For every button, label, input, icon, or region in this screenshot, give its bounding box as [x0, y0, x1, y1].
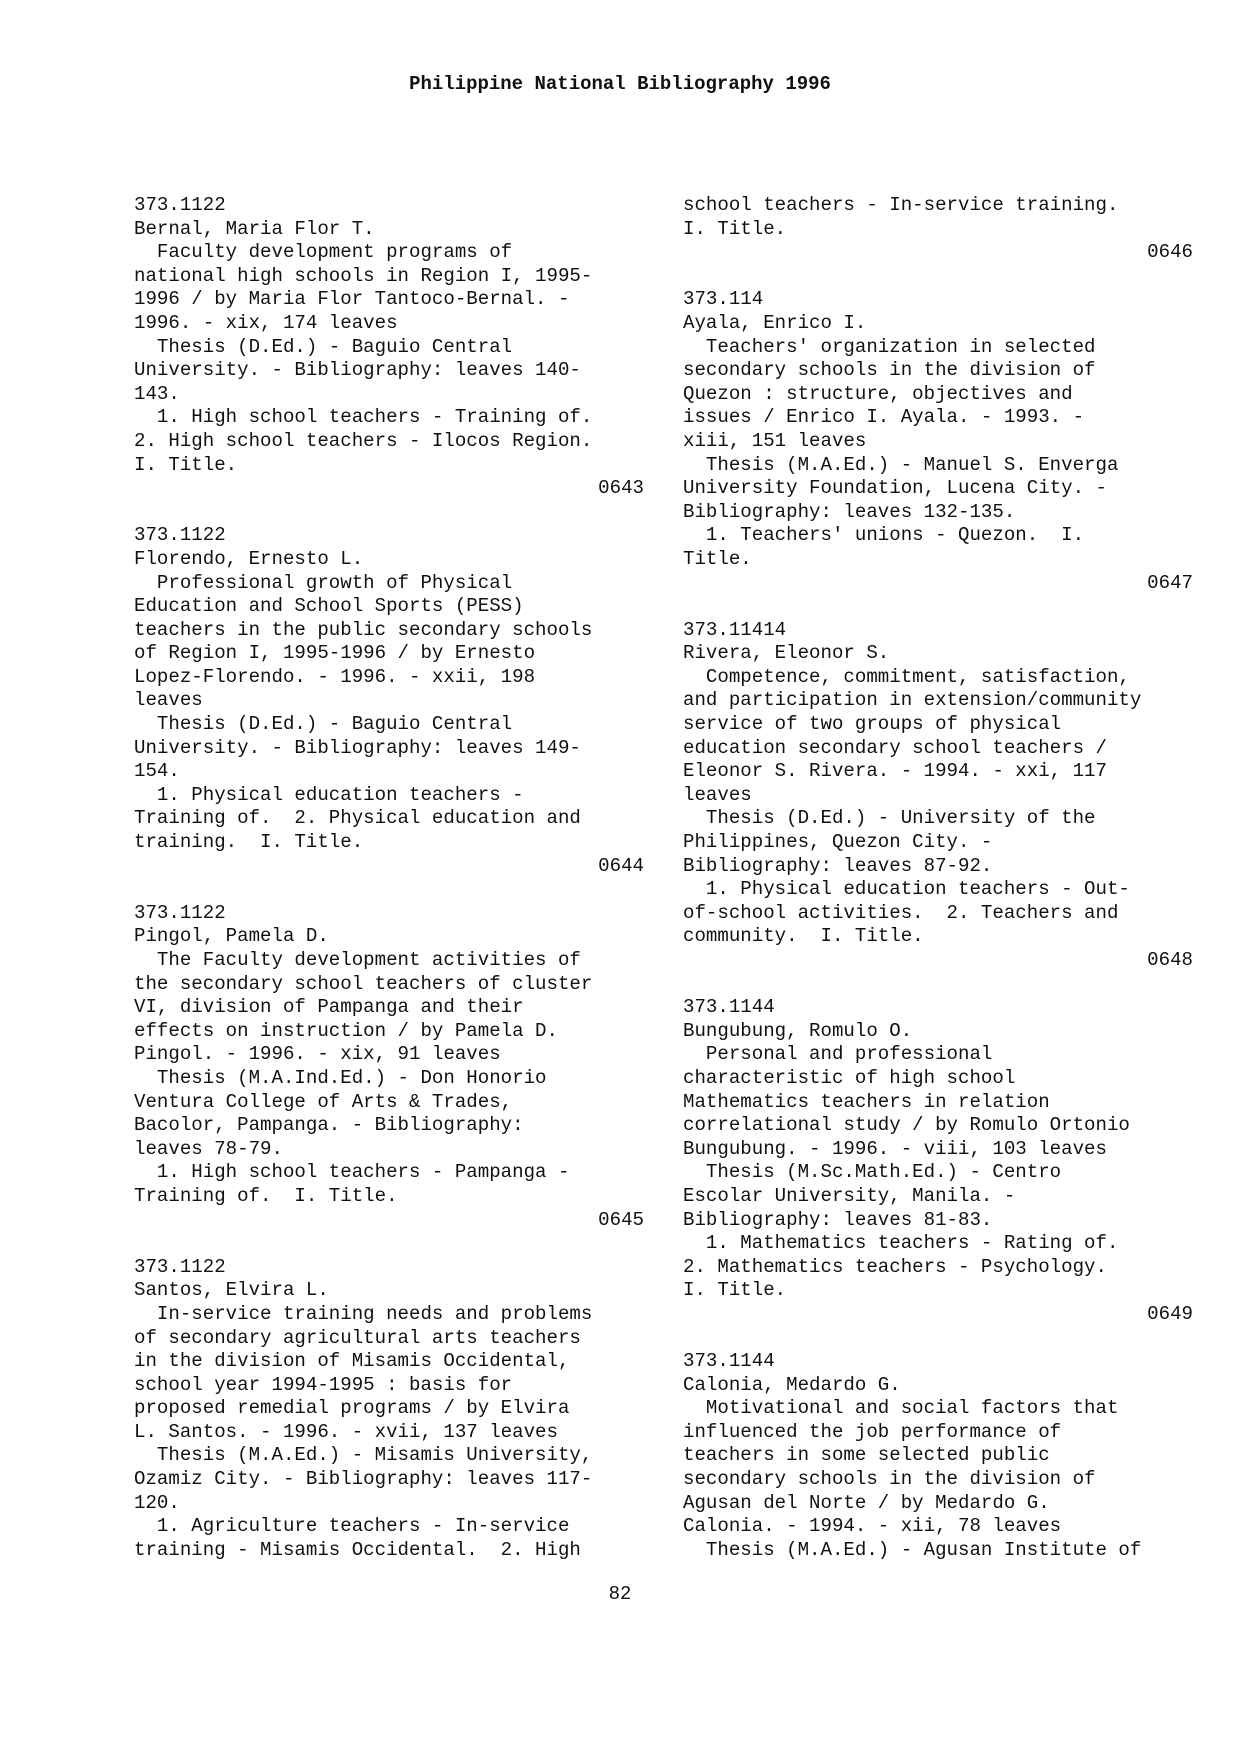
- entry-line: Pingol. - 1996. - xix, 91 leaves: [134, 1043, 501, 1066]
- entry-spacer: [134, 878, 644, 902]
- entry-line: Rivera, Eleonor S.: [683, 642, 890, 665]
- entry-line: Bernal, Maria Flor T.: [134, 217, 375, 240]
- entry-line: Personal and professional: [683, 1043, 993, 1066]
- entry-line: Bungubung. - 1996. - viii, 103 leaves: [683, 1137, 1107, 1160]
- entry-line: 154.: [134, 760, 180, 783]
- entry-line: Eleonor S. Rivera. - 1994. - xxi, 117: [683, 760, 1107, 783]
- entry-line: 373.11414: [683, 618, 787, 641]
- entry-line: characteristic of high school: [683, 1066, 1016, 1089]
- entry-line: 373.1122: [134, 194, 226, 216]
- entry-spacer: [134, 501, 644, 525]
- entry-line: 373.114: [683, 288, 764, 311]
- entry-line: Training of. 2. Physical education and: [134, 807, 581, 830]
- entry-line: Faculty development programs of: [134, 241, 513, 264]
- entry-line: 1. High school teachers - Training of.: [134, 406, 593, 429]
- entry-line: Ayala, Enrico I.: [683, 311, 867, 334]
- entry-spacer: [683, 595, 1193, 619]
- entry-line: the secondary school teachers of cluster: [134, 972, 593, 995]
- entry-line: influenced the job performance of: [683, 1420, 1062, 1443]
- entry-line: Florendo, Ernesto L.: [134, 547, 364, 570]
- entry-spacer: [683, 265, 1193, 289]
- entry-spacer: [683, 1327, 1193, 1351]
- entry-line: effects on instruction / by Pamela D.: [134, 1019, 558, 1042]
- entry-line: Bibliography: leaves 132-135.: [683, 500, 1016, 523]
- entry-line: leaves 78-79.: [134, 1137, 283, 1160]
- entry-line: I. Title.: [683, 217, 787, 240]
- entry-line: Ventura College of Arts & Trades,: [134, 1090, 513, 1113]
- entry-line: Escolar University, Manila. -: [683, 1184, 1016, 1207]
- entry-number: 0648: [1147, 949, 1193, 971]
- entry-line: proposed remedial programs / by Elvira: [134, 1397, 570, 1420]
- left-column: [134, 194, 644, 1562]
- right-column: [683, 194, 1193, 1562]
- entry-number: 0644: [598, 854, 644, 877]
- entry-line: 1. Agriculture teachers - In-service: [134, 1515, 570, 1538]
- entry-line: 1. Teachers' unions - Quezon. I.: [683, 524, 1085, 547]
- entry-line: 2. Mathematics teachers - Psychology.: [683, 1255, 1107, 1278]
- entry-line: Thesis (M.A.Ed.) - Agusan Institute of: [683, 1538, 1142, 1561]
- entry-line: Thesis (M.A.Ind.Ed.) - Don Honorio: [134, 1066, 547, 1089]
- entry-number: 0647: [1147, 571, 1193, 594]
- entry-line: University Foundation, Lucena City. -: [683, 477, 1107, 500]
- bibliography-entry: [683, 1350, 1193, 1562]
- entry-line: 1. Mathematics teachers - Rating of.: [683, 1232, 1119, 1255]
- entry-line: 373.1144: [683, 1350, 775, 1373]
- entry-line: I. Title.: [134, 453, 238, 476]
- entry-line: Agusan del Norte / by Medardo G.: [683, 1491, 1050, 1514]
- entry-line: Education and School Sports (PESS): [134, 595, 524, 618]
- entry-line: Thesis (M.Sc.Math.Ed.) - Centro: [683, 1161, 1062, 1184]
- entry-line: Bacolor, Pampanga. - Bibliography:: [134, 1114, 524, 1137]
- entry-line: I. Title.: [683, 1279, 787, 1302]
- entry-line: Philippines, Quezon City. -: [683, 831, 993, 854]
- entry-line: in the division of Misamis Occidental,: [134, 1350, 570, 1373]
- entry-line: 2. High school teachers - Ilocos Region.: [134, 429, 593, 452]
- entry-line: Professional growth of Physical: [134, 571, 513, 594]
- entry-line: The Faculty development activities of: [134, 949, 581, 971]
- entry-line: xiii, 151 leaves: [683, 429, 867, 452]
- entry-line: of secondary agricultural arts teachers: [134, 1326, 581, 1349]
- entry-line: Competence, commitment, satisfaction,: [683, 665, 1130, 688]
- entry-number: 0649: [1147, 1302, 1193, 1325]
- entry-line: issues / Enrico I. Ayala. - 1993. -: [683, 406, 1085, 429]
- entry-line: Calonia, Medardo G.: [683, 1373, 901, 1396]
- entry-line: and participation in extension/community: [683, 689, 1142, 712]
- entry-line: correlational study / by Romulo Ortonio: [683, 1114, 1130, 1137]
- entry-line: 373.1122: [134, 524, 226, 547]
- entry-line: Santos, Elvira L.: [134, 1279, 329, 1302]
- entry-line: Lopez-Florendo. - 1996. - xxii, 198: [134, 665, 536, 688]
- entry-line: 1. Physical education teachers - Out-: [683, 878, 1130, 901]
- entry-line: Thesis (D.Ed.) - Baguio Central: [134, 335, 513, 358]
- entry-line: national high schools in Region I, 1995-: [134, 264, 593, 287]
- entry-line: Bibliography: leaves 87-92.: [683, 854, 993, 877]
- bibliography-entry: [134, 524, 644, 878]
- entry-line: Motivational and social factors that: [683, 1397, 1119, 1420]
- entry-line: VI, division of Pampanga and their: [134, 996, 524, 1019]
- entry-line: Bungubung, Romulo O.: [683, 1019, 913, 1042]
- bibliography-entry: [683, 619, 1193, 973]
- bibliography-entry: [683, 194, 1193, 265]
- entry-line: Pingol, Pamela D.: [134, 925, 329, 948]
- entry-line: 373.1122: [134, 901, 226, 924]
- entry-line: 1. Physical education teachers -: [134, 783, 524, 806]
- bibliography-entry: [683, 996, 1193, 1326]
- entry-line: 1996 / by Maria Flor Tantoco-Bernal. -: [134, 288, 570, 311]
- entry-line: school year 1994-1995 : basis for: [134, 1373, 513, 1396]
- entry-number: 0643: [598, 477, 644, 500]
- entry-line: 1996. - xix, 174 leaves: [134, 311, 398, 334]
- entry-line: 120.: [134, 1491, 180, 1514]
- entry-line: teachers in the public secondary schools: [134, 618, 593, 641]
- page-title: Philippine National Bibliography 1996: [409, 73, 831, 95]
- entry-line: secondary schools in the division of: [683, 1468, 1096, 1491]
- entry-line: training. I. Title.: [134, 831, 364, 854]
- entry-line: 373.1122: [134, 1255, 226, 1278]
- entry-line: school teachers - In-service training.: [683, 194, 1119, 216]
- page-number: 82: [608, 1583, 632, 1605]
- entry-line: University. - Bibliography: leaves 140-: [134, 359, 581, 382]
- entry-line: Thesis (M.A.Ed.) - Misamis University,: [134, 1444, 593, 1467]
- entry-line: University. - Bibliography: leaves 149-: [134, 736, 581, 759]
- entry-number: 0646: [1147, 241, 1193, 264]
- entry-line: leaves: [134, 689, 203, 712]
- entry-line: leaves: [683, 783, 752, 806]
- entry-line: Thesis (D.Ed.) - University of the: [683, 807, 1096, 830]
- entry-line: education secondary school teachers /: [683, 736, 1107, 759]
- bibliography-entry: [134, 902, 644, 1232]
- entry-line: of Region I, 1995-1996 / by Ernesto: [134, 642, 536, 665]
- entry-line: 373.1144: [683, 996, 775, 1019]
- entry-line: Mathematics teachers in relation: [683, 1090, 1050, 1113]
- entry-line: Thesis (D.Ed.) - Baguio Central: [134, 713, 513, 736]
- entry-line: training - Misamis Occidental. 2. High: [134, 1538, 581, 1561]
- entry-line: teachers in some selected public: [683, 1444, 1050, 1467]
- entry-line: Ozamiz City. - Bibliography: leaves 117-: [134, 1468, 593, 1491]
- bibliography-entry: [134, 194, 644, 501]
- entry-spacer: [134, 1232, 644, 1256]
- entry-line: Teachers' organization in selected: [683, 335, 1096, 358]
- entry-number: 0645: [598, 1208, 644, 1231]
- entry-line: In-service training needs and problems: [134, 1302, 593, 1325]
- bibliography-entry: [134, 1256, 644, 1563]
- entry-line: of-school activities. 2. Teachers and: [683, 901, 1119, 924]
- entry-line: Title.: [683, 547, 752, 570]
- entry-line: Bibliography: leaves 81-83.: [683, 1208, 993, 1231]
- entry-line: 1. High school teachers - Pampanga -: [134, 1161, 570, 1184]
- bibliography-entry: [683, 288, 1193, 595]
- entry-line: Quezon : structure, objectives and: [683, 382, 1073, 405]
- entry-line: service of two groups of physical: [683, 713, 1062, 736]
- entry-line: 143.: [134, 382, 180, 405]
- entry-line: Calonia. - 1994. - xii, 78 leaves: [683, 1515, 1062, 1538]
- entry-line: Training of. I. Title.: [134, 1184, 398, 1207]
- entry-line: Thesis (M.A.Ed.) - Manuel S. Enverga: [683, 453, 1119, 476]
- entry-line: secondary schools in the division of: [683, 359, 1096, 382]
- entry-spacer: [683, 973, 1193, 997]
- entry-line: L. Santos. - 1996. - xvii, 137 leaves: [134, 1420, 558, 1443]
- entry-line: community. I. Title.: [683, 925, 924, 948]
